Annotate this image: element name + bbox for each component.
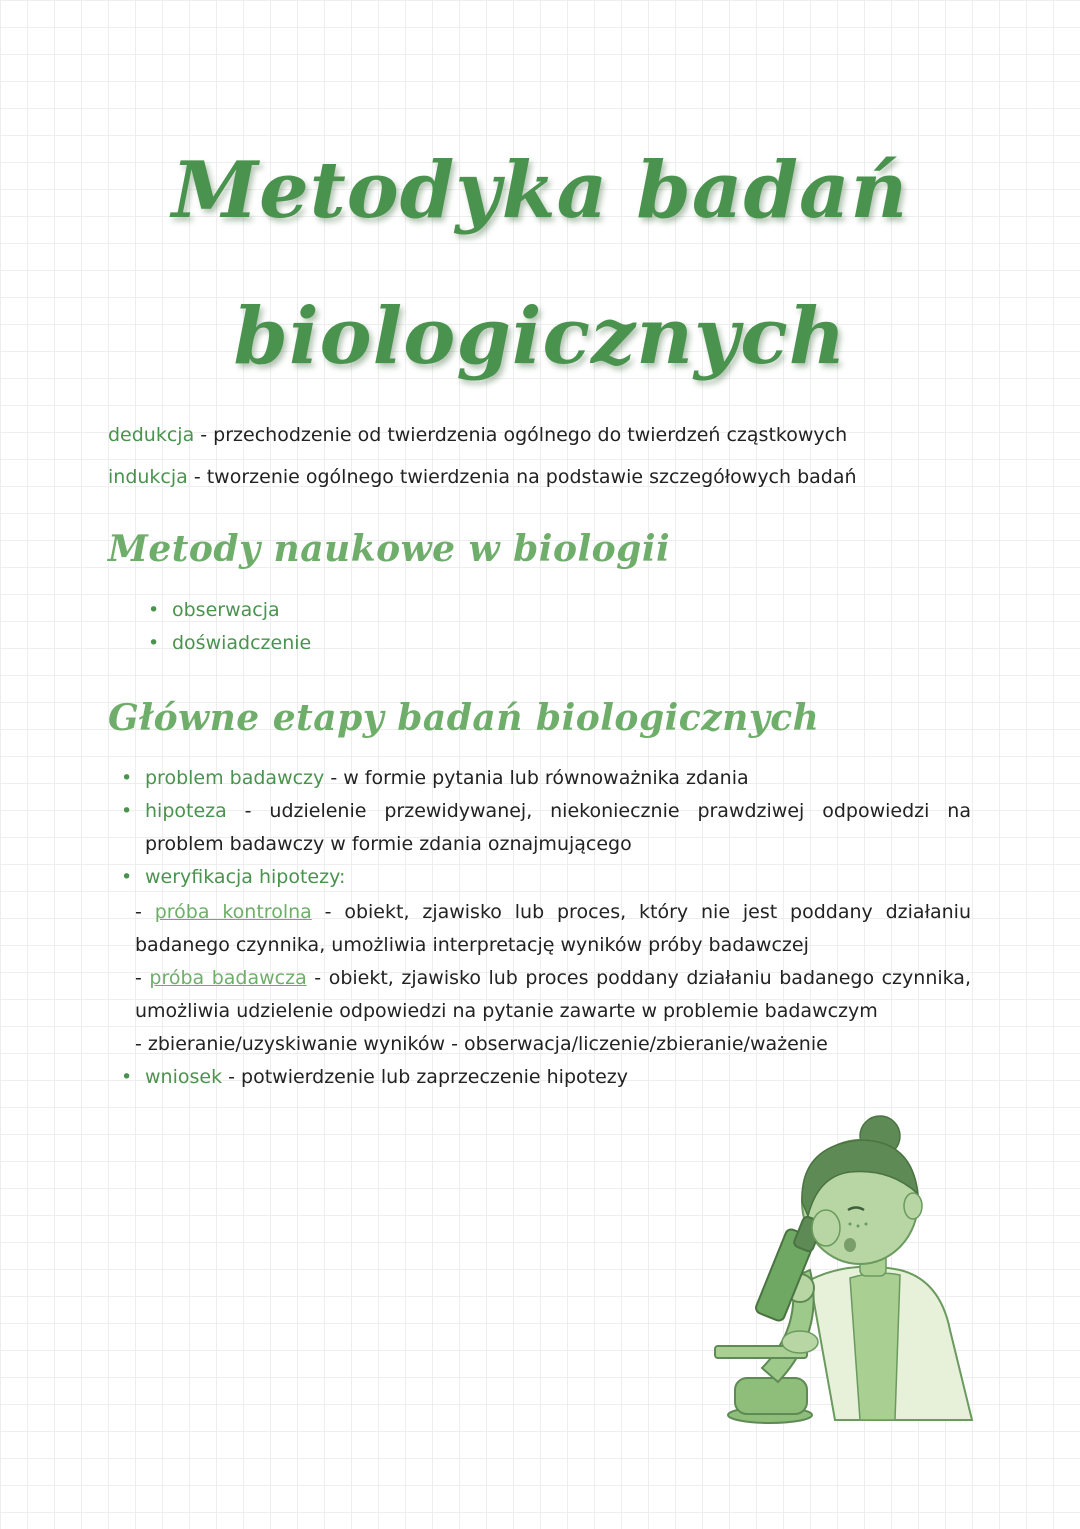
methods-list	[172, 594, 311, 660]
stage-text: - potwierdzenie lub zaprzeczenie hipotezy	[222, 1066, 628, 1088]
definition-text: - tworzenie ogólnego twierdzenia na podstawie szczegółowych badań	[187, 466, 857, 488]
stage-problem	[145, 762, 971, 795]
methods-heading: Metody naukowe w biologii	[108, 528, 671, 570]
stage-term: weryfikacja hipotezy:	[145, 866, 346, 888]
scientist-with-microscope-icon	[700, 1110, 990, 1430]
research-sample: - próba badawcza - obiekt, zjawisko lub proces poddany działaniu badanego czynnika, umożliwia udzielenie odpowiedzi na pytanie zawarte w problemie badawczym	[135, 967, 971, 1022]
stages-list	[135, 762, 971, 1094]
definition-deduction	[108, 414, 988, 456]
definitions	[108, 414, 988, 498]
definition-induction	[108, 456, 988, 498]
research-sample-term: próba badawcza	[149, 967, 307, 989]
results-step: - zbieranie/uzyskiwanie wyników - obserwacja/liczenie/zbieranie/ważenie	[135, 1033, 828, 1055]
research-sample-text: - obiekt, zjawisko lub proces poddany działaniu badanego czynnika, umożliwia udzielenie odpowiedzi na pytanie zawarte w problemie badawczym	[135, 967, 971, 1022]
stage-text: - w formie pytania lub równoważnika zdania	[324, 767, 749, 789]
control-sample-term: próba kontrolna	[154, 901, 312, 923]
control-sample-text: - obiekt, zjawisko lub proces, który nie jest poddany działaniu badanego czynnika, umożliwia interpretację wyników próby badawczej	[135, 901, 971, 956]
definition-term: indukcja	[108, 466, 188, 488]
title-line-1: Metodyka badań	[171, 145, 909, 236]
definition-text: - przechodzenie od twierdzenia ogólnego do twierdzeń cząstkowych	[194, 424, 848, 446]
definition-term: dedukcja	[108, 424, 195, 446]
stage-term: problem badawczy	[145, 767, 325, 789]
stages-heading: Główne etapy badań biologicznych	[108, 697, 820, 739]
stage-conclusion	[145, 1061, 971, 1094]
control-sample: - próba kontrolna - obiekt, zjawisko lub proces, który nie jest poddany działaniu badanego czynnika, umożliwia interpretację wyników próby badawczej	[135, 901, 971, 956]
page-title	[0, 118, 1080, 410]
stage-text: - udzielenie przewidywanej, niekoniecznie prawdziwej odpowiedzi na problem badawczy w formie zdania oznajmującego	[145, 800, 971, 855]
list-item: • obserwacja	[172, 594, 311, 627]
stage-term: hipoteza	[145, 800, 227, 822]
stage-verification	[145, 861, 971, 894]
stage-hypothesis	[145, 795, 971, 861]
verification-steps	[135, 896, 971, 1061]
list-item: • doświadczenie	[172, 627, 311, 660]
stage-term: wniosek	[145, 1066, 223, 1088]
title-line-2: biologicznych	[233, 291, 847, 382]
